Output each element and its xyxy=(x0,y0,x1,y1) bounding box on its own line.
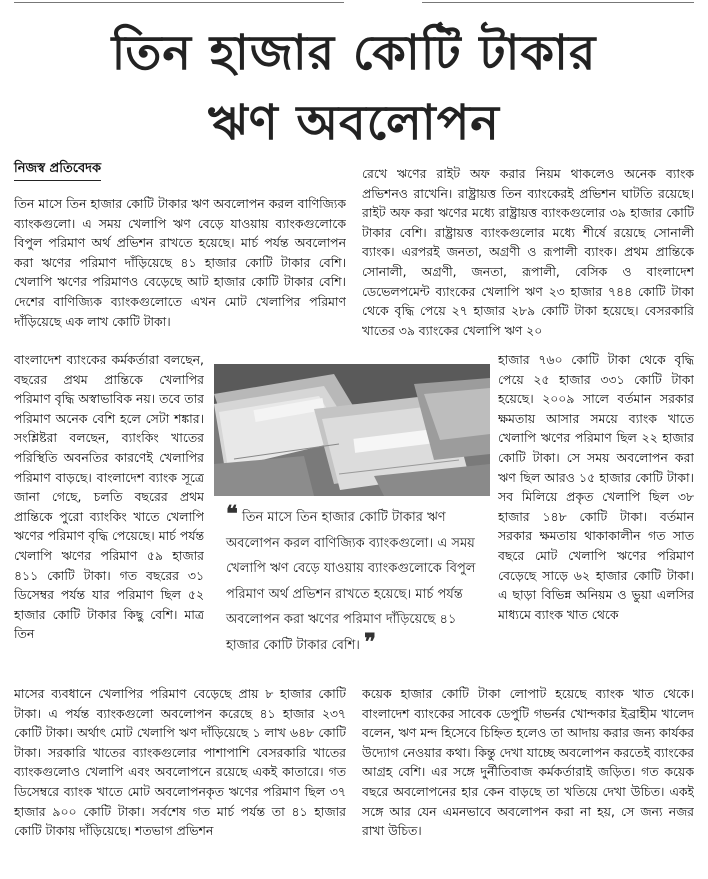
byline: নিজস্ব প্রতিবেদক xyxy=(14,160,101,181)
top-rule-left xyxy=(14,2,344,3)
pull-quote xyxy=(226,501,488,658)
open-quote-icon: ❝ xyxy=(226,501,238,527)
article-left-column: বাংলাদেশ ব্যাংকের কর্মকর্তারা বলছেন, বছরের প্রথম প্রান্তিকে খেলাপির পরিমাণ বৃদ্ধি অস্বাভাবিক নয়। তবে তার পরিমাণ অনেক বেশি হলে সেটা শঙ্কার। সংশ্লিষ্টরা বলছেন, ব্যাংকিং খাতের পরিস্থিতি অবনতির কারণেই খেলাপির পরিমাণ বাড়ছে। বাংলাদেশ ব্যাংক সূত্রে জানা গেছে, চলতি বছরের প্রথম প্রান্তিকে পুরো ব্যাংকিং খাতে খেলাপি ঋণের পরিমাণ বৃদ্ধি পেয়েছে। মার্চ পর্যন্ত খেলাপি ঋণের পরিমাণ ৫৯ হাজার ৪১১ কোটি টাকা। গত বছরের ৩১ ডিসেম্বর পর্যন্ত যার পরিমাণ ছিল ৫২ হাজার কোটি টাকার কিছু বেশি। মাত্র তিন xyxy=(14,352,204,642)
article-bottom-right: কয়েক হাজার কোটি টাকা লোপাট হয়েছে ব্যাংক খাত থেকে। বাংলাদেশ ব্যাংকের সাবেক ডেপুটি গভর্নর খোন্দকার ইব্রাহীম খালেদ বলেন, ঋণ মন্দ হিসেবে চিহ্নিত হলেও তা আদায় করার জন্য কার্যকর উদ্যোগ নেওয়ার কথা। কিন্তু দেখা যাচ্ছে অবলোপন করতেই ব্যাংকের আগ্রহ বেশি। এর সঙ্গে দুর্নীতিবাজ কর্মকর্তারাই জড়িত। গত কয়েক বছরে অবলোপনের হার কেন বাড়ছে তা খতিয়ে দেখা উচিত। একই সঙ্গে আর যেন এমনভাবে অবলোপন করা না হয়, সে জন্য নজর রাখা উচিত। xyxy=(362,686,694,839)
headline-line-1: তিন হাজার কোটি টাকার xyxy=(111,25,597,81)
money-bundles-photo xyxy=(214,364,490,496)
pull-quote-text: তিন মাসে তিন হাজার কোটি টাকার ঋণ অবলোপন করল বাণিজ্যিক ব্যাংকগুলো। এ সময় খেলাপি ঋণ বেড়ে যাওয়ায় ব্যাংকগুলোকে বিপুল পরিমাণ অর্থ প্রভিশন রাখতে হয়েছে। মার্চ পর্যন্ত অবলোপন করা ঋণের পরিমাণ দাঁড়িয়েছে ৪১ হাজার কোটি টাকার বেশি। xyxy=(226,510,476,653)
close-quote-icon: ❞ xyxy=(364,628,376,655)
article-right-column: হাজার ৭৬০ কোটি টাকা থেকে বৃদ্ধি পেয়ে ২৫ হাজার ৩৩১ কোটি টাকা হয়েছে। ২০০৯ সালে বর্তমান সরকার ক্ষমতায় আসার সময়ে ব্যাংক খাতে খেলাপি ঋণের পরিমাণ ছিল ২২ হাজার কোটি টাকা। সে সময় অবলোপন করা ঋণ ছিল আরও ১৫ হাজার কোটি টাকা। সব মিলিয়ে প্রকৃত খেলাপি ছিল ৩৮ হাজার ১৪৮ কোটি টাকা। বর্তমান সরকার ক্ষমতায় থাকাকালীন গত সাত বছরে মোট খেলাপি ঋণের পরিমাণ বেড়েছে সাড়ে ৬২ হাজার কোটি টাকা। এ ছাড়া বিভিন্ন অনিয়ম ও ভুয়া এলসির মাধ্যমে ব্যাংক খাত থেকে xyxy=(498,352,694,622)
headline-line-2: ঋণ অবলোপন xyxy=(208,95,500,151)
top-rule-right xyxy=(422,2,694,3)
article-bottom-left: মাসের ব্যবধানে খেলাপির পরিমাণ বেড়েছে প্রায় ৮ হাজার কোটি টাকা। এ পর্যন্ত ব্যাংকগুলো অবলোপন করেছে ৪১ হাজার ২৩৭ কোটি টাকা। অর্থাৎ মোট খেলাপি ঋণ দাঁড়িয়েছে ১ লাখ ৬৪৮ কোটি টাকা। সরকারি খাতের ব্যাংকগুলোর পাশাপাশি বেসরকারি খাতের ব্যাংকগুলোও খেলাপি এবং অবলোপনে রয়েছে একই কাতারে। গত ডিসেম্বরে ব্যাংক খাতে মোট অবলোপনকৃত ঋণের পরিমাণ ছিল ৩৭ হাজার ৯০০ কোটি টাকা। সর্বশেষ গত মার্চ পর্যন্ত তা ৪১ হাজার কোটি টাকায় দাঁড়িয়েছে। শতভাগ প্রভিশন xyxy=(14,686,346,839)
article-lead: তিন মাসে তিন হাজার কোটি টাকার ঋণ অবলোপন করল বাণিজ্যিক ব্যাংকগুলো। এ সময় খেলাপি ঋণ বেড়ে যাওয়ায় ব্যাংকগুলোকে বিপুল পরিমাণ অর্থ প্রভিশন রাখতে হয়েছে। মার্চ পর্যন্ত অবলোপন করা ঋণের পরিমাণ দাঁড়িয়েছে ৪১ হাজার কোটি টাকার বেশি। খেলাপি ঋণের পরিমাণও বেড়েছে আট হাজার কোটি টাকার বেশি। দেশের বাণিজ্যিক ব্যাংকগুলোতে এখন মোট খেলাপির পরিমাণ দাঁড়িয়েছে এক লাখ কোটি টাকা। xyxy=(14,196,346,329)
article-right-top: রেখে ঋণের রাইট অফ করার নিয়ম থাকলেও অনেক ব্যাংক প্রভিশনও রাখেনি। রাষ্ট্রায়ত্ত তিন ব্যাংকেরই প্রভিশন ঘাটতি রয়েছে। রাইট অফ করা ঋণের মধ্যে রাষ্ট্রায়ত্ত ব্যাংকগুলোর ৩৯ হাজার কোটি টাকার বেশি। রাষ্ট্রায়ত্ত ব্যাংকগুলোর মধ্যে শীর্ষে রয়েছে সোনালী ব্যাংক। এরপরই জনতা, অগ্রণী ও রূপালী ব্যাংক। প্রথম প্রান্তিকে সোনালী, অগ্রণী, জনতা, রূপালী, বেসিক ও বাংলাদেশ ডেভেলপমেন্ট ব্যাংকের খেলাপি ঋণ ২৩ হাজার ৭৪৪ কোটি টাকা থেকে বৃদ্ধি পেয়ে ২৭ হাজার ২৮৯ কোটি টাকা হয়েছে। বেসরকারি খাতের ৩৯ ব্যাংকের খেলাপি ঋণ ২০ xyxy=(362,166,694,338)
